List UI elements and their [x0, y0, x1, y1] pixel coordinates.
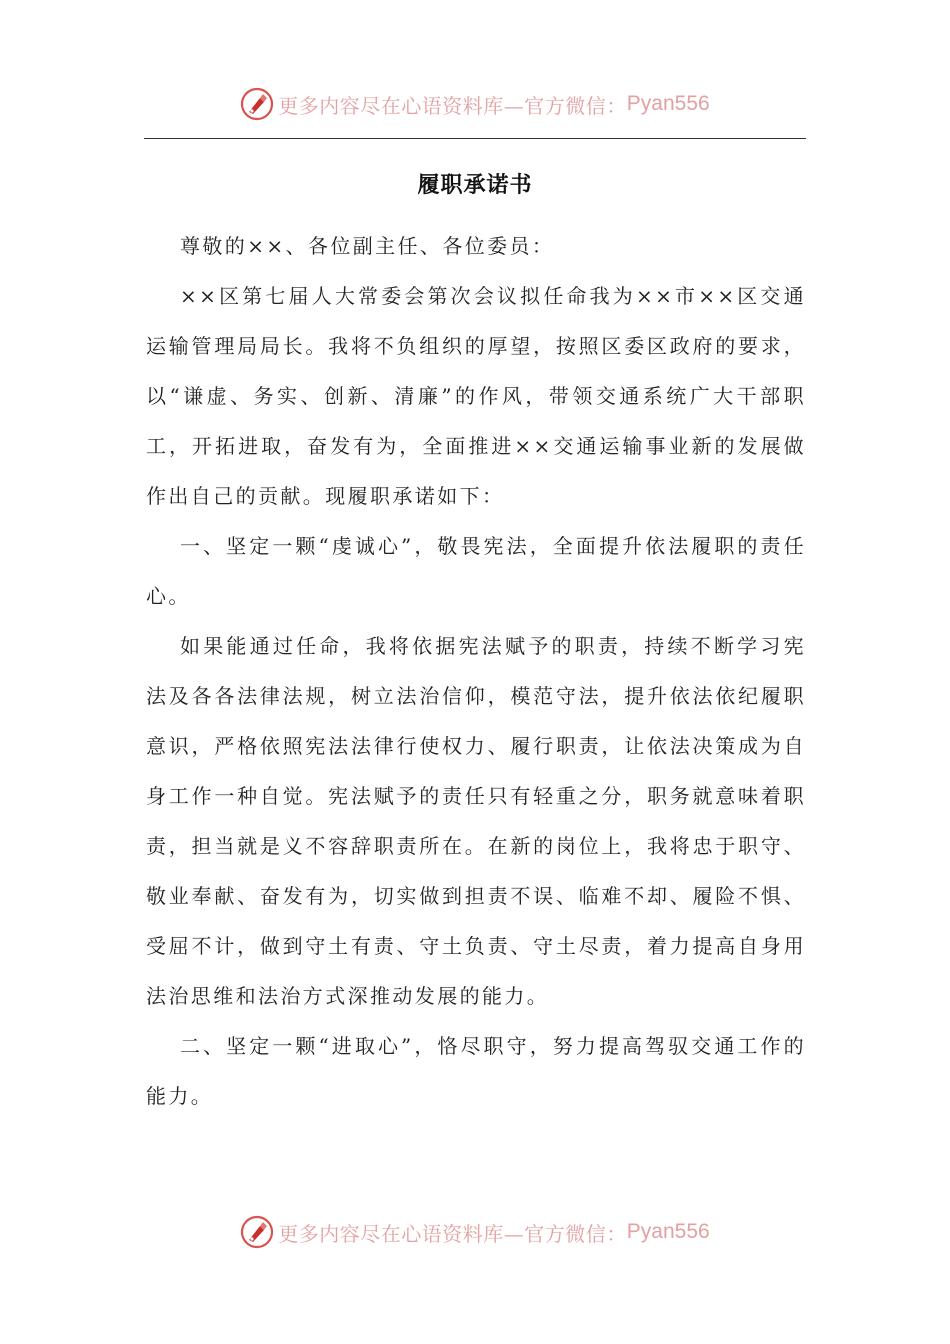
document-title: 履职承诺书	[417, 172, 533, 198]
header-watermark	[0, 84, 950, 124]
watermark-group	[240, 1215, 709, 1249]
watermark-text: 更多内容尽在心语资料库—官方微信：	[278, 93, 627, 118]
intro-paragraph: ××区第七届人大常委会第次会议拟任命我为××市××区交通运输管理局局长。我将不负组织的厚望，按照区委区政府的要求，以“谦虚、务实、创新、清廉”的作风，带领交通系统广大干部职工，开拓进取，奋发有为，全面推进××交通运输事业新的发展做作出自己的贡献。现履职承诺如下：	[146, 284, 806, 508]
salutation-paragraph: 尊敬的××、各位副主任、各位委员：	[180, 234, 555, 258]
watermark-wechat-id: Pyan556	[626, 1220, 710, 1243]
watermark-group	[240, 87, 709, 121]
watermark-wechat-id: Pyan556	[626, 92, 710, 115]
section-one-heading: 一、坚定一颗“虔诚心”，敬畏宪法，全面提升依法履职的责任心。	[146, 534, 806, 608]
section-one-body: 如果能通过任命，我将依据宪法赋予的职责，持续不断学习宪法及各各法律法规，树立法治信仰，模范守法，提升依法依纪履职意识，严格依照宪法法律行使权力、履行职责，让依法决策成为自身工作一种自觉。宪法赋予的责任只有轻重之分，职务就意味着职责，担当就是义不容辞职责所在。在新的岗位上，我将忠于职守、敬业奉献、奋发有为，切实做到担责不误、临难不却、履险不惧、受屈不计，做到守土有责、守土负责、守土尽责，着力提高自身用法治思维和法治方式深推动发展的能力。	[146, 634, 806, 1008]
footer-watermark	[0, 1212, 950, 1252]
section-two-heading: 二、坚定一颗“进取心”，恪尽职守，努力提高驾驭交通工作的能力。	[146, 1034, 806, 1108]
document-body	[146, 221, 806, 1121]
header-divider	[144, 138, 806, 139]
pen-nib-logo-icon	[240, 1215, 274, 1249]
pen-nib-logo-icon	[240, 87, 274, 121]
watermark-text: 更多内容尽在心语资料库—官方微信：	[278, 1221, 627, 1246]
